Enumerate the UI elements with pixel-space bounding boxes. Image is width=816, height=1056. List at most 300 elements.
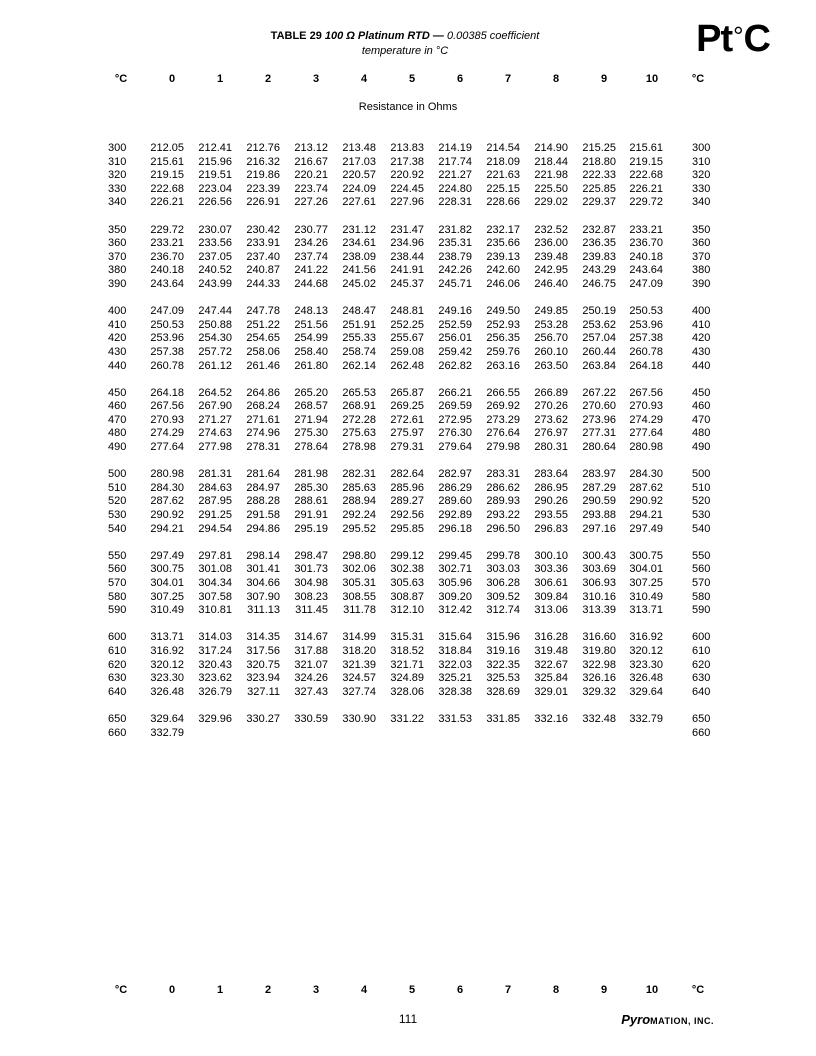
resistance-cell: 241.22: [294, 264, 328, 277]
resistance-cell: 327.11: [247, 685, 280, 698]
resistance-cell: 274.63: [198, 427, 232, 440]
resistance-cell: 230.42: [246, 223, 280, 236]
title-dash: —: [432, 30, 444, 42]
resistance-cell: 261.46: [246, 359, 280, 372]
resistance-cell: 223.39: [246, 182, 280, 195]
resistance-cell: 279.98: [486, 441, 520, 454]
resistance-cell: 314.67: [294, 631, 328, 644]
resistance-cell: 294.21: [150, 522, 184, 535]
table-row: [0, 482, 816, 496]
temp-label-right: 660: [692, 726, 711, 739]
resistance-cell: 289.93: [486, 495, 520, 508]
temp-label-left: 480: [108, 427, 127, 440]
resistance-cell: 310.81: [198, 604, 232, 617]
resistance-cell: 286.95: [534, 481, 568, 494]
resistance-cell: 310.49: [150, 604, 184, 617]
resistance-cell: 258.40: [294, 345, 328, 358]
resistance-cell: 329.64: [150, 712, 184, 725]
resistance-cell: 312.74: [486, 604, 520, 617]
resistance-cell: 231.82: [438, 223, 472, 236]
resistance-cell: 306.93: [582, 577, 616, 589]
resistance-cell: 303.03: [486, 563, 520, 576]
resistance-cell: 254.30: [198, 332, 232, 345]
resistance-cell: 320.75: [246, 658, 280, 671]
resistance-cell: 293.88: [582, 509, 616, 522]
resistance-cell: 284.30: [629, 468, 663, 481]
resistance-cell: 311.13: [247, 604, 280, 617]
resistance-cell: 283.64: [534, 468, 568, 481]
resistance-cell: 247.78: [246, 305, 280, 318]
resistance-cell: 324.89: [390, 672, 424, 685]
resistance-cell: 228.31: [438, 196, 472, 209]
temp-label-right: 630: [692, 672, 711, 685]
resistance-cell: 280.31: [534, 441, 568, 454]
resistance-cell: 213.12: [294, 142, 328, 154]
resistance-cell: 264.52: [198, 386, 232, 399]
resistance-cell: 275.30: [294, 427, 328, 440]
temp-label-left: 600: [108, 631, 127, 644]
header-top-col-7: 6: [456, 73, 464, 85]
resistance-cell: 315.64: [438, 631, 472, 644]
resistance-cell: 260.78: [629, 345, 663, 358]
resistance-cell: 311.78: [343, 604, 376, 617]
resistance-cell: 244.33: [246, 277, 280, 290]
resistance-cell: 264.18: [150, 386, 184, 399]
resistance-cell: 302.38: [390, 563, 424, 576]
temp-label-left: 660: [108, 726, 127, 739]
resistance-cell: 313.39: [582, 604, 616, 617]
resistance-cell: 229.72: [150, 223, 184, 236]
resistance-cell: 299.12: [390, 549, 424, 562]
temp-label-right: 320: [692, 169, 711, 182]
temp-label-right: 550: [692, 549, 711, 562]
resistance-cell: 220.57: [342, 169, 376, 182]
table-row: [0, 264, 816, 278]
resistance-cell: 304.66: [246, 577, 280, 589]
resistance-cell: 318.52: [390, 644, 424, 657]
temp-label-left: 590: [108, 604, 127, 617]
resistance-cell: 297.49: [629, 522, 663, 535]
temp-label-left: 320: [108, 169, 127, 182]
resistance-cell: 219.15: [629, 155, 663, 168]
resistance-cell: 248.81: [390, 305, 424, 318]
logo-degree: °: [733, 21, 743, 51]
resistance-cell: 321.71: [390, 658, 424, 671]
temp-label-right: 350: [692, 223, 711, 236]
temp-label-left: 540: [108, 522, 127, 535]
resistance-cell: 256.35: [486, 332, 520, 345]
resistance-cell: 217.38: [390, 155, 424, 168]
table-row: [0, 414, 816, 428]
temp-label-right: 300: [692, 142, 711, 154]
temp-label-right: 360: [692, 237, 711, 250]
resistance-cell: 313.71: [629, 604, 663, 617]
temp-label-left: 340: [108, 196, 127, 209]
resistance-cell: 274.29: [150, 427, 184, 440]
resistance-cell: 317.88: [294, 644, 328, 657]
resistance-cell: 316.28: [534, 631, 568, 644]
resistance-cell: 232.87: [582, 223, 616, 236]
resistance-cell: 304.98: [294, 577, 328, 589]
resistance-cell: 319.48: [534, 644, 568, 657]
temp-label-right: 480: [692, 427, 711, 440]
resistance-cell: 323.94: [246, 672, 280, 685]
table-row: [0, 631, 816, 645]
temp-label-left: 510: [108, 481, 127, 494]
resistance-cell: 290.92: [150, 509, 184, 522]
resistance-cell: 260.10: [534, 345, 568, 358]
resistance-cell: 275.97: [390, 427, 424, 440]
resistance-cell: 298.80: [342, 549, 376, 562]
resistance-cell: 232.17: [486, 223, 520, 236]
resistance-cell: 300.75: [150, 563, 184, 576]
resistance-cell: 310.16: [582, 590, 616, 603]
resistance-cell: 215.96: [198, 155, 232, 168]
resistance-cell: 291.25: [198, 509, 232, 522]
resistance-cell: 297.81: [198, 549, 232, 562]
resistance-cell: 257.38: [629, 332, 663, 345]
resistance-cell: 246.40: [534, 277, 568, 290]
resistance-cell: 288.61: [294, 495, 328, 508]
resistance-cell: 325.84: [534, 672, 568, 685]
resistance-cell: 299.45: [438, 549, 472, 562]
resistance-cell: 307.25: [629, 577, 663, 589]
resistance-cell: 269.92: [486, 400, 520, 413]
temp-label-left: 470: [108, 413, 127, 426]
resistance-cell: 287.95: [198, 495, 232, 508]
header-top-col-9: 8: [552, 73, 560, 85]
resistance-cell: 294.86: [246, 522, 280, 535]
resistance-cell: 251.22: [246, 318, 280, 331]
resistance-cell: 279.31: [390, 441, 424, 454]
row-group: [0, 550, 816, 618]
table-row: [0, 169, 816, 183]
resistance-cell: 218.44: [534, 155, 568, 168]
resistance-cell: 330.27: [246, 712, 280, 725]
table-row: [0, 237, 816, 251]
brand-main: Pyro: [621, 1012, 651, 1027]
resistance-cell: 302.06: [342, 563, 376, 576]
resistance-cell: 212.41: [198, 142, 232, 154]
resistance-cell: 309.52: [486, 590, 520, 603]
resistance-cell: 236.35: [582, 237, 616, 250]
table-row: [0, 550, 816, 564]
table-row: [0, 604, 816, 618]
row-group: [0, 468, 816, 536]
temp-label-right: 640: [692, 685, 711, 698]
resistance-cell: 231.12: [342, 223, 376, 236]
temp-label-right: 380: [692, 264, 711, 277]
resistance-cell: 320.12: [150, 658, 184, 671]
resistance-cell: 291.58: [246, 509, 280, 522]
resistance-cell: 322.35: [486, 658, 520, 671]
header-bottom-col-11: 10: [645, 984, 659, 996]
resistance-cell: 224.80: [438, 182, 472, 195]
temp-label-right: 570: [692, 577, 711, 589]
resistance-cell: 272.95: [438, 413, 472, 426]
resistance-cell: 245.37: [390, 277, 424, 290]
resistance-cell: 277.64: [150, 441, 184, 454]
column-header-bottom: [0, 984, 816, 1000]
header-bottom-col-5: 4: [360, 984, 368, 996]
resistance-cell: 226.91: [246, 196, 280, 209]
resistance-cell: 292.24: [342, 509, 376, 522]
resistance-cell: 249.85: [534, 305, 568, 318]
resistance-cell: 305.63: [390, 577, 424, 589]
resistance-cell: 328.06: [390, 685, 424, 698]
resistance-cell: 290.59: [582, 495, 616, 508]
units-label: [0, 101, 816, 113]
resistance-cell: 330.59: [294, 712, 328, 725]
resistance-cell: 277.64: [629, 427, 663, 440]
resistance-cell: 222.33: [582, 169, 616, 182]
temp-label-left: 530: [108, 509, 127, 522]
title-line: [200, 29, 610, 44]
resistance-cell: 326.48: [150, 685, 184, 698]
coefficient: 0.00385 coefficient: [446, 30, 540, 42]
resistance-cell: 231.47: [390, 223, 424, 236]
header-top-col-3: 2: [264, 73, 272, 85]
temp-label-right: 330: [692, 182, 711, 195]
resistance-cell: 284.30: [150, 481, 184, 494]
resistance-cell: 228.66: [486, 196, 520, 209]
temp-label-right: 610: [692, 644, 711, 657]
resistance-cell: 280.64: [582, 441, 616, 454]
temp-label-right: 400: [692, 305, 711, 318]
temp-label-left: 440: [108, 359, 127, 372]
resistance-cell: 306.28: [486, 577, 520, 589]
resistance-cell: 314.35: [246, 631, 280, 644]
resistance-cell: 329.01: [534, 685, 568, 698]
temp-label-left: 410: [108, 318, 127, 331]
resistance-cell: 295.19: [294, 522, 328, 535]
resistance-cell: 234.61: [342, 237, 376, 250]
resistance-cell: 219.86: [246, 169, 280, 182]
resistance-cell: 326.79: [198, 685, 232, 698]
resistance-cell: 330.90: [342, 712, 376, 725]
resistance-cell: 254.99: [294, 332, 328, 345]
resistance-cell: 264.18: [629, 359, 663, 372]
resistance-cell: 262.82: [438, 359, 472, 372]
temp-label-right: 540: [692, 522, 711, 535]
table-row: [0, 672, 816, 686]
temp-label-right: 470: [692, 413, 711, 426]
resistance-cell: 291.91: [294, 509, 328, 522]
resistance-cell: 235.31: [438, 237, 472, 250]
resistance-cell: 221.63: [486, 169, 520, 182]
resistance-cell: 313.06: [534, 604, 568, 617]
temp-label-right: 520: [692, 495, 711, 508]
temp-label-right: 580: [692, 590, 711, 603]
resistance-cell: 281.31: [198, 468, 232, 481]
header-bottom-col-7: 6: [456, 984, 464, 996]
resistance-cell: 229.02: [534, 196, 568, 209]
resistance-cell: 315.96: [486, 631, 520, 644]
resistance-cell: 288.94: [342, 495, 376, 508]
column-header-top: [0, 73, 816, 89]
resistance-cell: 243.64: [629, 264, 663, 277]
temp-label-left: 380: [108, 264, 127, 277]
resistance-cell: 240.18: [629, 250, 663, 263]
resistance-cell: 259.42: [438, 345, 472, 358]
resistance-cell: 221.27: [438, 169, 472, 182]
resistance-cell: 267.90: [198, 400, 232, 413]
resistance-cell: 252.93: [486, 318, 520, 331]
resistance-cell: 244.68: [294, 277, 328, 290]
resistance-cell: 300.10: [534, 549, 568, 562]
resistance-cell: 265.53: [342, 386, 376, 399]
table-row: [0, 319, 816, 333]
resistance-cell: 323.30: [629, 658, 663, 671]
temp-label-right: 340: [692, 196, 711, 209]
resistance-cell: 284.63: [198, 481, 232, 494]
resistance-cell: 332.79: [629, 712, 663, 725]
resistance-cell: 225.50: [534, 182, 568, 195]
table-row: [0, 251, 816, 265]
table-row: [0, 509, 816, 523]
temp-label-left: 640: [108, 685, 127, 698]
resistance-cell: 233.56: [198, 237, 232, 250]
resistance-cell: 278.64: [294, 441, 328, 454]
resistance-cell: 242.60: [486, 264, 520, 277]
resistance-cell: 268.24: [246, 400, 280, 413]
resistance-cell: 290.92: [629, 495, 663, 508]
temp-label-right: 310: [692, 155, 711, 168]
resistance-cell: 324.26: [294, 672, 328, 685]
table-row: [0, 332, 816, 346]
resistance-cell: 305.31: [342, 577, 376, 589]
temp-label-right: 460: [692, 400, 711, 413]
resistance-cell: 255.67: [390, 332, 424, 345]
resistance-cell: 259.08: [390, 345, 424, 358]
resistance-cell: 250.53: [150, 318, 184, 331]
resistance-cell: 260.78: [150, 359, 184, 372]
table-row: [0, 224, 816, 238]
resistance-cell: 328.69: [486, 685, 520, 698]
temp-label-left: 610: [108, 644, 127, 657]
resistance-cell: 272.61: [390, 413, 424, 426]
table-row: [0, 523, 816, 537]
temp-label-left: 420: [108, 332, 127, 345]
resistance-cell: 281.64: [246, 468, 280, 481]
resistance-cell: 229.37: [582, 196, 616, 209]
resistance-cell: 318.20: [342, 644, 376, 657]
resistance-cell: 246.06: [486, 277, 520, 290]
resistance-cell: 274.29: [629, 413, 663, 426]
resistance-cell: 331.53: [438, 712, 472, 725]
resistance-cell: 218.09: [486, 155, 520, 168]
resistance-cell: 245.02: [342, 277, 376, 290]
resistance-cell: 234.96: [390, 237, 424, 250]
temp-label-left: 550: [108, 549, 127, 562]
temp-label-left: 490: [108, 441, 127, 454]
resistance-cell: 212.05: [150, 142, 184, 154]
resistance-cell: 247.09: [150, 305, 184, 318]
resistance-cell: 269.25: [390, 400, 424, 413]
table-row: [0, 645, 816, 659]
resistance-cell: 227.96: [390, 196, 424, 209]
resistance-cell: 241.91: [390, 264, 424, 277]
table-row: [0, 142, 816, 156]
resistance-cell: 279.64: [438, 441, 472, 454]
resistance-cell: 298.47: [294, 549, 328, 562]
temp-label-left: 400: [108, 305, 127, 318]
resistance-cell: 239.13: [486, 250, 520, 263]
header-top-col-0: °C: [114, 73, 128, 85]
resistance-cell: 270.60: [582, 400, 616, 413]
header-top-col-1: 0: [168, 73, 176, 85]
resistance-cell: 266.55: [486, 386, 520, 399]
temp-label-left: 450: [108, 386, 127, 399]
resistance-cell: 323.30: [150, 672, 184, 685]
header-top-col-6: 5: [408, 73, 416, 85]
resistance-cell: 216.67: [294, 155, 328, 168]
resistance-cell: 314.99: [342, 631, 376, 644]
temp-label-right: 420: [692, 332, 711, 345]
resistance-cell: 253.62: [582, 318, 616, 331]
resistance-cell: 261.12: [198, 359, 232, 372]
temp-label-left: 390: [108, 277, 127, 290]
resistance-cell: 281.98: [294, 468, 328, 481]
resistance-cell: 219.51: [198, 169, 232, 182]
resistance-cell: 212.76: [246, 142, 280, 154]
resistance-cell: 271.61: [246, 413, 280, 426]
header-bottom-col-2: 1: [216, 984, 224, 996]
temp-label-right: 430: [692, 345, 711, 358]
row-group: [0, 224, 816, 292]
resistance-cell: 232.52: [534, 223, 568, 236]
resistance-cell: 278.98: [342, 441, 376, 454]
resistance-cell: 227.61: [342, 196, 376, 209]
header-top-col-5: 4: [360, 73, 368, 85]
resistance-cell: 250.88: [198, 318, 232, 331]
resistance-cell: 270.93: [150, 413, 184, 426]
resistance-cell: 287.62: [150, 495, 184, 508]
resistance-cell: 253.96: [150, 332, 184, 345]
resistance-cell: 251.56: [294, 318, 328, 331]
temp-label-right: 390: [692, 277, 711, 290]
resistance-cell: 271.94: [294, 413, 328, 426]
resistance-cell: 298.14: [246, 549, 280, 562]
header-bottom-col-4: 3: [312, 984, 320, 996]
resistance-cell: 248.47: [342, 305, 376, 318]
resistance-cell: 236.70: [629, 237, 663, 250]
resistance-cell: 292.89: [438, 509, 472, 522]
temp-label-right: 490: [692, 441, 711, 454]
resistance-cell: 256.01: [438, 332, 472, 345]
resistance-cell: 263.50: [534, 359, 568, 372]
table-row: [0, 360, 816, 374]
resistance-cell: 293.55: [534, 509, 568, 522]
resistance-cell: 263.16: [486, 359, 520, 372]
temp-label-left: 360: [108, 237, 127, 250]
resistance-cell: 252.25: [390, 318, 424, 331]
resistance-cell: 285.30: [294, 481, 328, 494]
resistance-cell: 268.91: [342, 400, 376, 413]
resistance-cell: 276.64: [486, 427, 520, 440]
resistance-cell: 316.60: [582, 631, 616, 644]
resistance-cell: 217.03: [342, 155, 376, 168]
header-top-col-12: °C: [691, 73, 705, 85]
temp-label-left: 370: [108, 250, 127, 263]
resistance-cell: 230.77: [294, 223, 328, 236]
resistance-cell: 322.98: [582, 658, 616, 671]
table-row: [0, 727, 816, 741]
resistance-cell: 320.43: [198, 658, 232, 671]
resistance-cell: 227.26: [294, 196, 328, 209]
resistance-cell: 250.19: [582, 305, 616, 318]
resistance-cell: 293.22: [486, 509, 520, 522]
